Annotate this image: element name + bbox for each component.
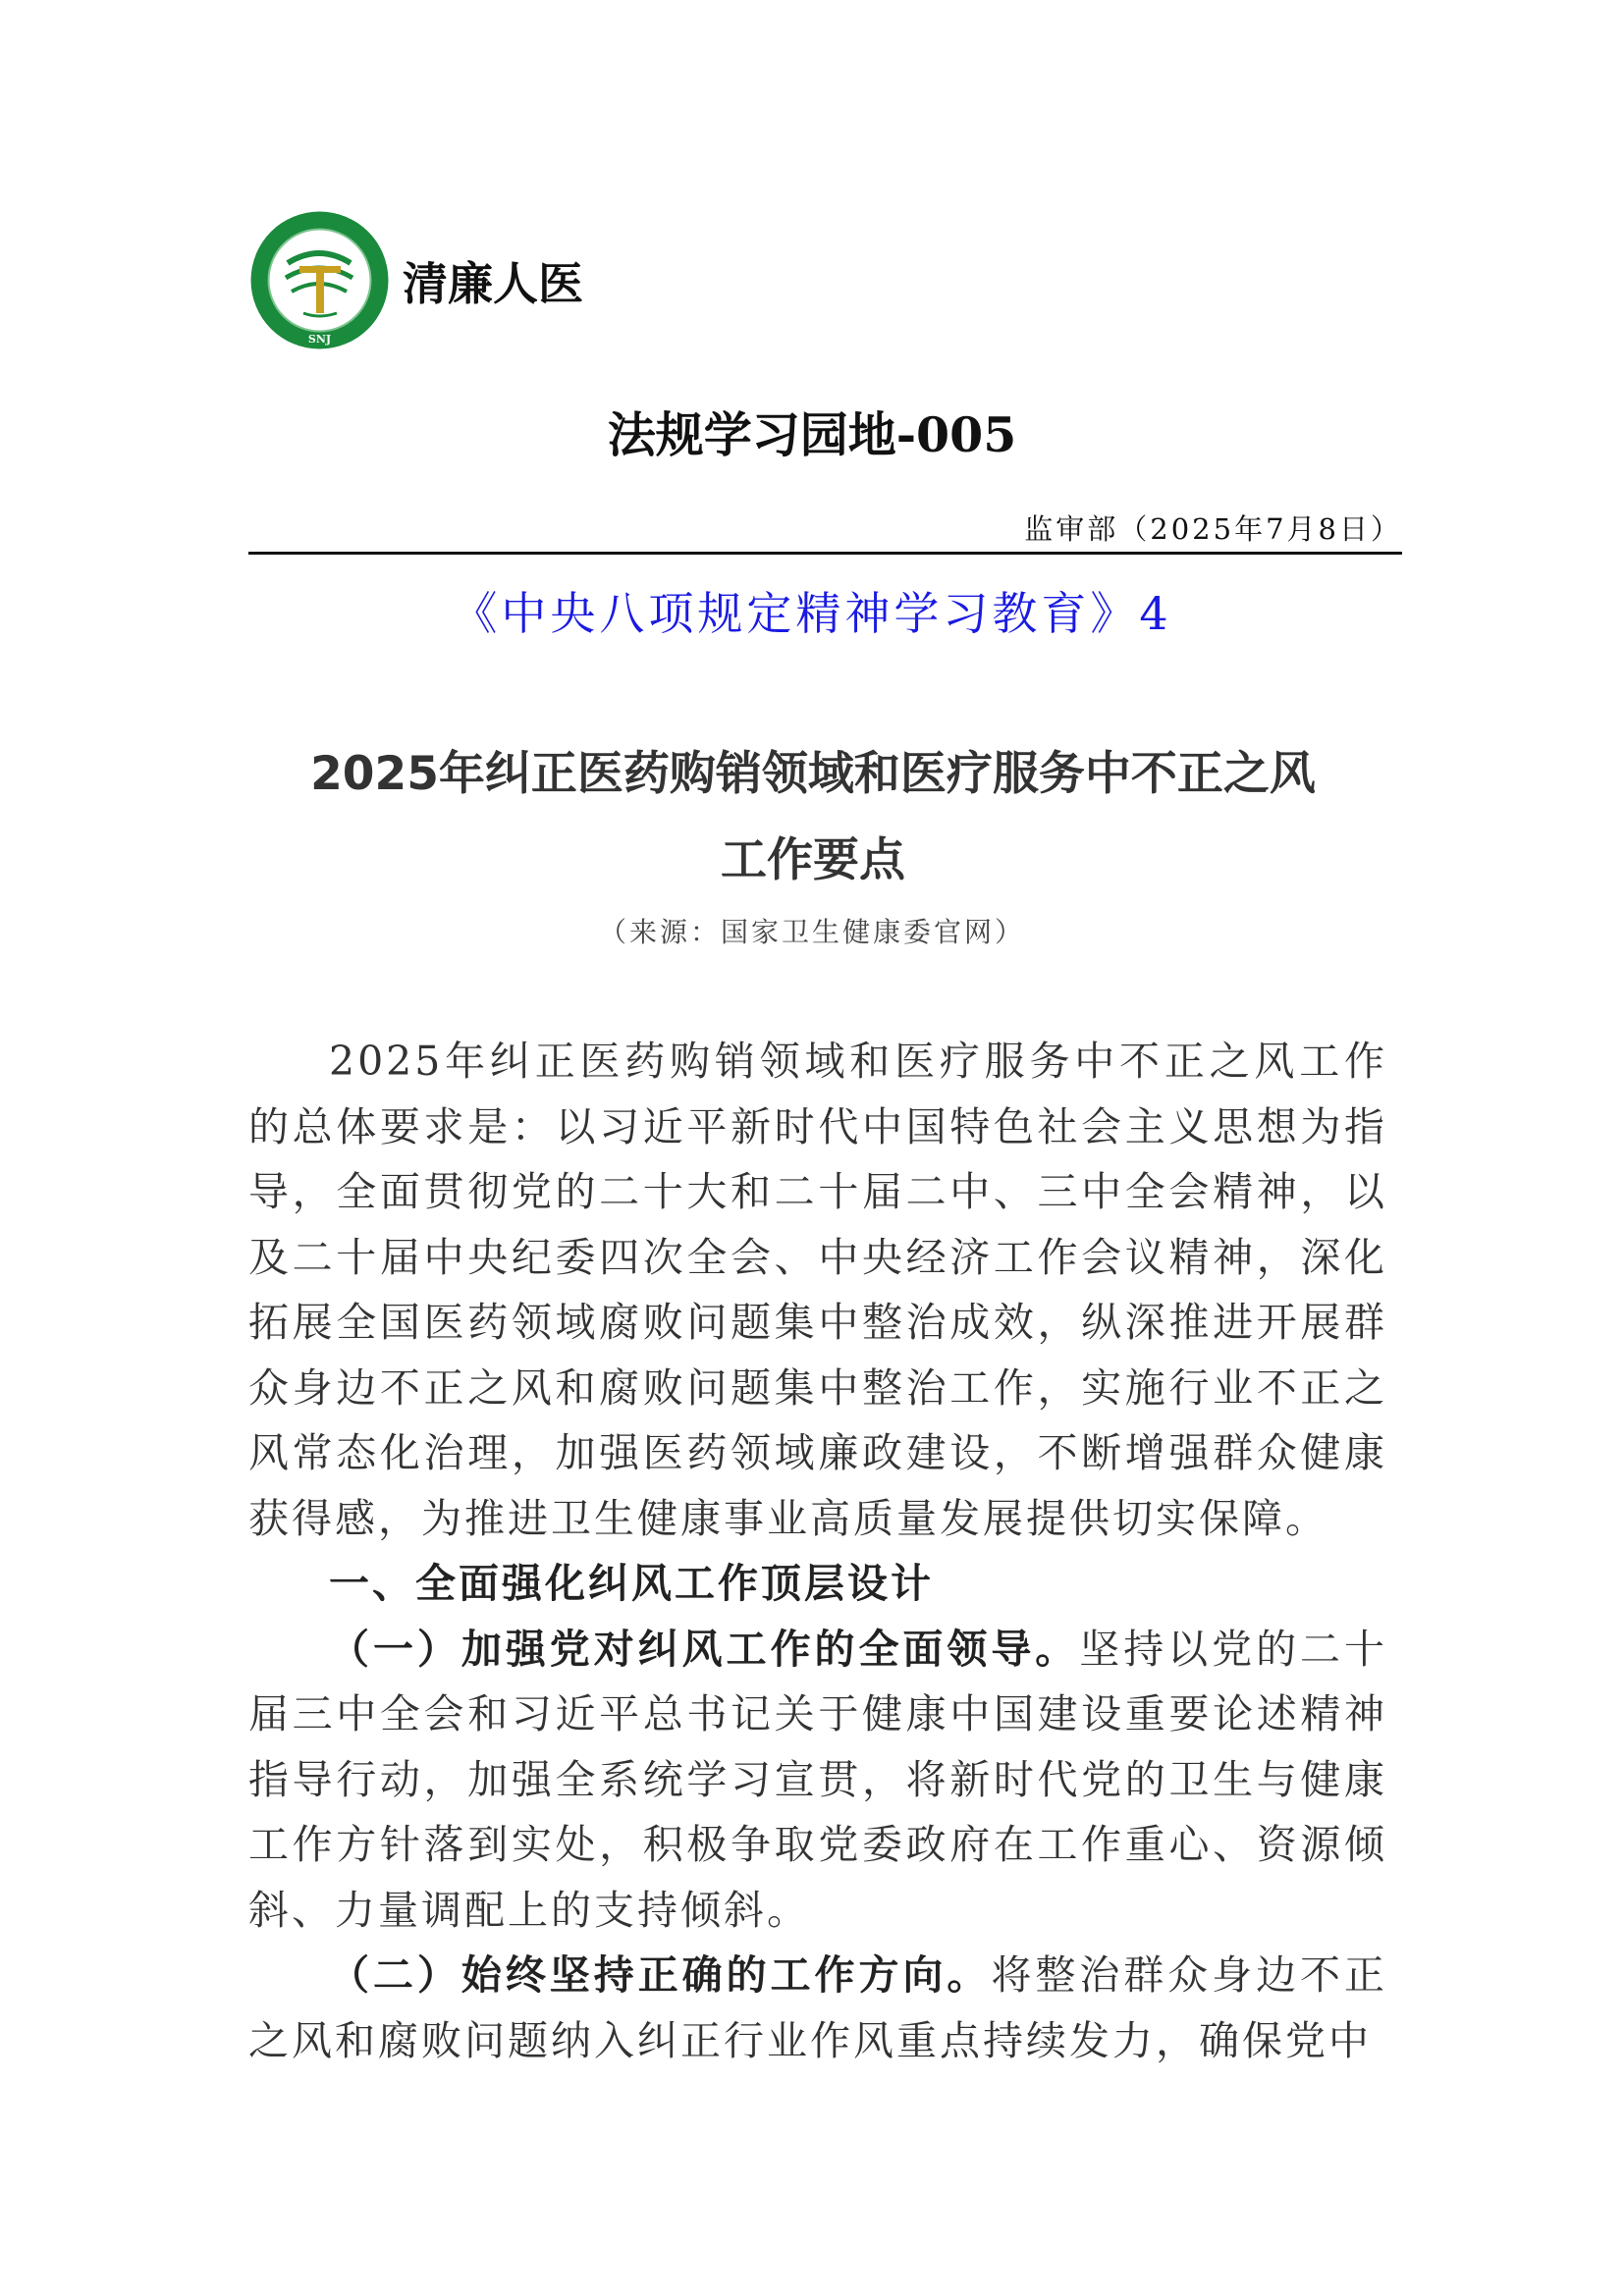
header [248,209,583,351]
item-1-text: 坚持以党的二十届三中全会和习近平总书记关于健康中国建设重要论述精神指导行动，加强全系统学习宣贯，将新时代党的卫生与健康工作方针落到实处，积极争取党委政府在工作重心、资源倾斜、力量调配上的支持倾斜。 [248,1625,1388,1934]
section-heading-1: 一、全面强化纠风工作顶层设计 [329,1560,934,1607]
item-2-paragraph [248,1943,1387,2073]
document-title: 法规学习园地-005 [607,406,1017,463]
main-title [248,731,1378,904]
hospital-logo [248,209,391,351]
body-text [248,1029,1387,2073]
item-2-lead: （二）始终坚持正确的工作方向。 [329,1951,992,1999]
item-1-lead: （一）加强党对纠风工作的全面领导。 [329,1625,1080,1673]
department-line [248,510,1402,555]
main-title-line2: 工作要点 [721,833,905,887]
item-1-paragraph [248,1617,1387,1944]
intro-paragraph: 2025年纠正医药购销领域和医疗服务中不正之风工作的总体要求是：以习近平新时代中国特色社会主义思想为指导，全面贯彻党的二十大和二十届二中、三中全会精神，以及二十届中央纪委四次全会、中央经济工作会议精神，深化拓展全国医药领域腐败问题集中整治成效，纵深推进开展群众身边不正之风和腐败问题集中整治工作，实施行业不正之风常态化治理，加强医药领域廉政建设，不断增强群众健康获得感，为推进卫生健康事业高质量发展提供切实保障。 [248,1038,1387,1542]
main-title-line1: 2025年纠正医药购销领域和医疗服务中不正之风 [310,747,1316,801]
department-date: 监审部（2025年7月8日） [1024,512,1402,546]
brand-name: 清廉人医 [403,256,583,310]
source-note: （来源：国家卫生健康委官网） [598,916,1025,948]
series-title: 《中央八项规定精神学习教育》4 [452,587,1172,640]
logo-text: SNJ [307,333,332,346]
item-2-text: 将整治群众身边不正之风和腐败问题纳入纠正行业作风重点持续发力，确保党中 [248,1951,1388,2064]
